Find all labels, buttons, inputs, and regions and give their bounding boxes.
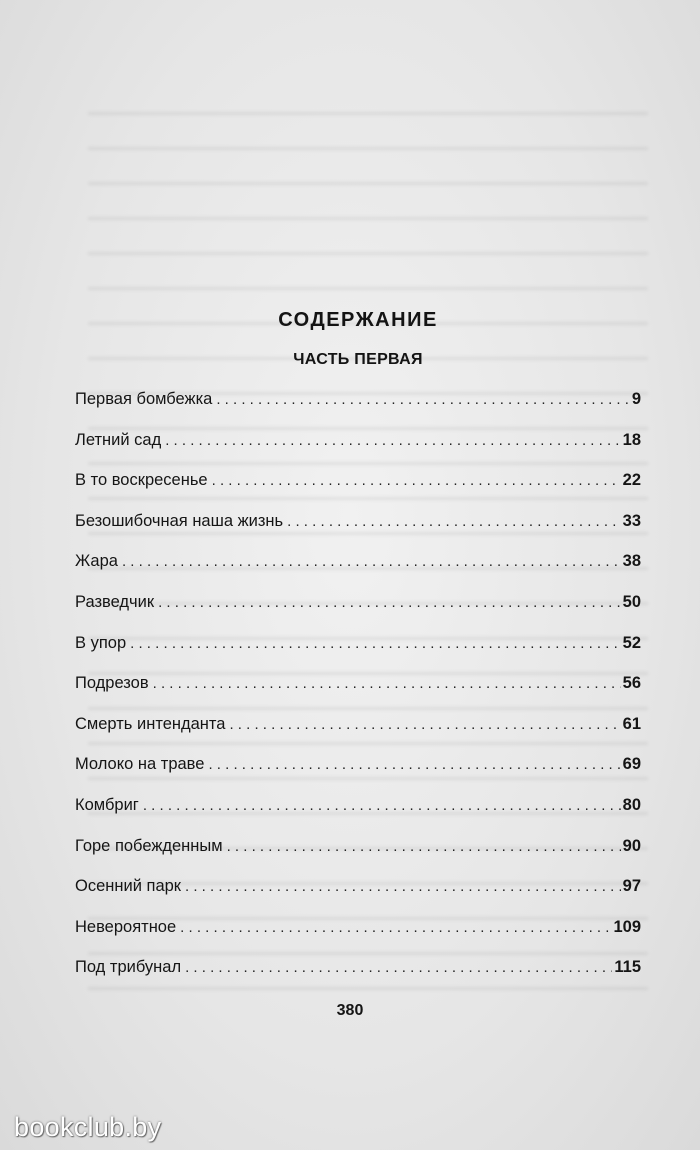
- toc-entry: [75, 593, 641, 634]
- toc-entry-page: 90: [622, 836, 641, 855]
- toc-entry: [75, 796, 641, 837]
- toc-entry-page: 97: [622, 877, 641, 896]
- toc-entry-label: Жара: [75, 552, 118, 571]
- toc-entry-page: 56: [622, 674, 641, 693]
- toc-entry-page: 9: [631, 390, 641, 408]
- toc-entry-label: В то воскресенье: [75, 471, 208, 490]
- toc-entry: [75, 552, 641, 593]
- toc-entry-label: Первая бомбежка: [75, 390, 213, 408]
- dot-leader: [229, 716, 620, 733]
- toc-entry-page: 61: [622, 714, 641, 733]
- dot-leader: [212, 472, 621, 489]
- toc-entry-page: 109: [613, 917, 641, 936]
- dot-leader: [185, 959, 612, 976]
- toc-entry-page: 33: [622, 511, 641, 530]
- toc-entry-label: Горе побежденным: [75, 836, 223, 855]
- toc-entry: [75, 877, 641, 918]
- toc-entry-page: 52: [622, 633, 641, 652]
- toc-entry-label: Подрезов: [75, 674, 149, 693]
- toc-entry-page: 18: [622, 430, 641, 449]
- toc-entry-label: Комбриг: [75, 795, 139, 814]
- dot-leader: [227, 838, 621, 855]
- toc-entry: [75, 918, 641, 959]
- dot-leader: [165, 432, 620, 449]
- dot-leader: [180, 919, 611, 936]
- toc-entry-page: 38: [622, 552, 641, 571]
- toc-list: [75, 390, 641, 999]
- toc-entry-page: 69: [622, 755, 641, 774]
- toc-title: СОДЕРЖАНИЕ: [278, 309, 438, 331]
- toc-entry: [75, 512, 641, 553]
- toc-entry-label: Смерть интенданта: [75, 714, 226, 733]
- dot-leader: [216, 391, 629, 408]
- dot-leader: [130, 635, 621, 652]
- dot-leader: [287, 513, 621, 530]
- toc-entry: [75, 755, 641, 796]
- dot-leader: [153, 675, 621, 692]
- toc-entry: [75, 715, 641, 756]
- toc-entry: [75, 674, 641, 715]
- toc-entry-label: В упор: [75, 633, 127, 652]
- dot-leader: [185, 878, 621, 895]
- table-of-contents: [75, 310, 641, 999]
- toc-entry: [75, 958, 641, 999]
- toc-entry: [75, 431, 641, 472]
- toc-entry-label: Молоко на траве: [75, 755, 205, 774]
- toc-entry: [75, 837, 641, 878]
- page-number: 380: [336, 1002, 364, 1019]
- toc-entry-label: Осенний парк: [75, 877, 182, 896]
- toc-entry: [75, 634, 641, 675]
- toc-entry-page: 80: [622, 795, 641, 814]
- toc-entry: [75, 390, 641, 431]
- toc-entry-label: Летний сад: [75, 430, 162, 449]
- toc-entry-page: 22: [622, 471, 641, 490]
- toc-entry-label: Безошибочная наша жизнь: [75, 511, 284, 530]
- site-watermark: bookclub.by: [14, 1112, 162, 1142]
- part-heading: ЧАСТЬ ПЕРВАЯ: [293, 351, 423, 368]
- dot-leader: [158, 594, 621, 611]
- dot-leader: [208, 756, 620, 773]
- toc-entry-label: Невероятное: [75, 917, 177, 936]
- toc-entry-label: Под трибунал: [75, 958, 182, 977]
- dot-leader: [122, 553, 621, 570]
- dot-leader: [143, 797, 621, 814]
- toc-entry-page: 115: [614, 958, 641, 977]
- toc-entry-label: Разведчик: [75, 592, 155, 611]
- toc-entry-page: 50: [622, 592, 641, 611]
- toc-entry: [75, 471, 641, 512]
